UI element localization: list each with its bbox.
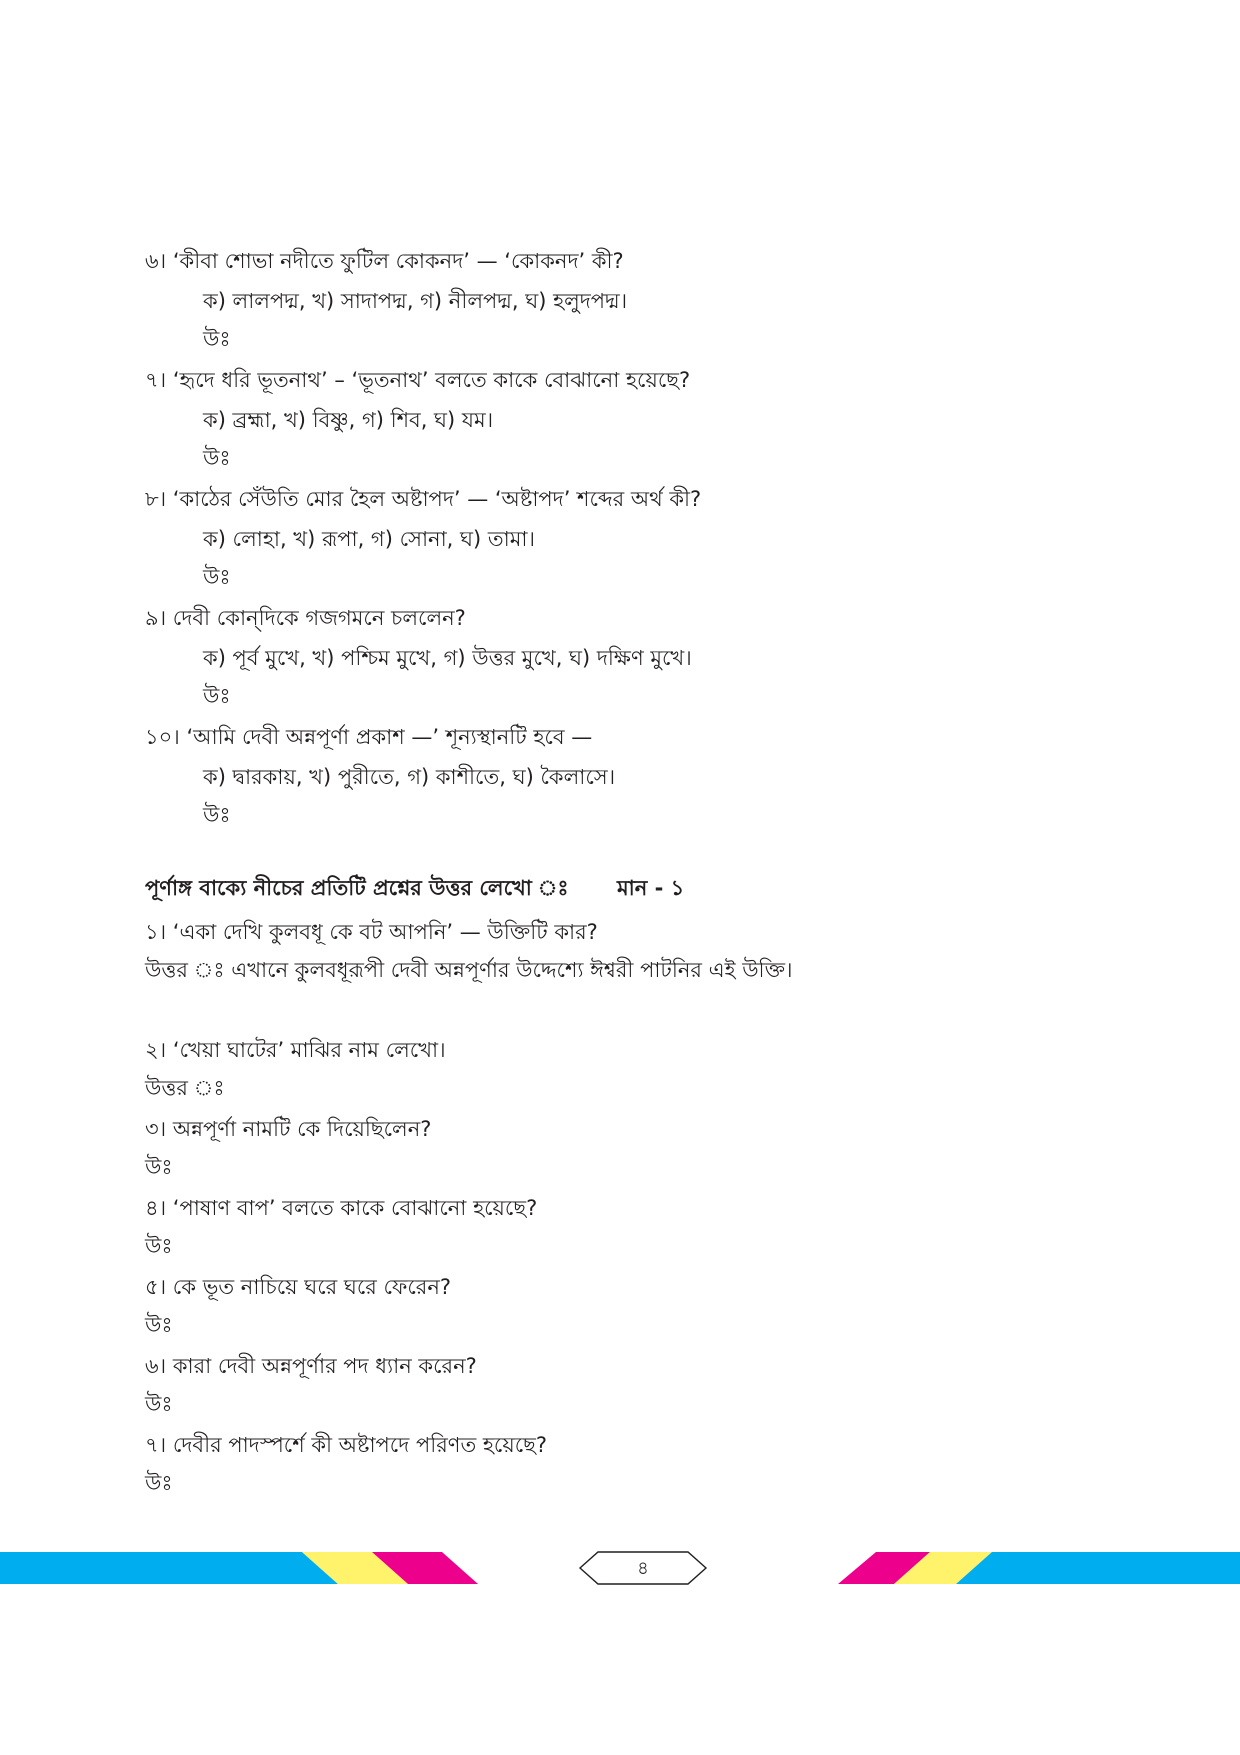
mcq-options: ক) লোহা, খ) রূপা, গ) সোনা, ঘ) তামা।: [203, 527, 535, 551]
mcq-options: ক) ব্রহ্মা, খ) বিষ্ণু, গ) শিব, ঘ) যম।: [203, 408, 494, 432]
short-answer: উঃ: [145, 1234, 173, 1258]
short-question: ৬। কারা দেবী অন্নপূর্ণার পদ ধ্যান করেন?: [145, 1354, 477, 1378]
short-answer: উঃ: [145, 1313, 173, 1337]
short-question: ৩। অন্নপূর্ণা নামটি কে দিয়েছিলেন?: [145, 1117, 432, 1141]
footer-cyan-left: [0, 1552, 338, 1584]
short-question: ৭। দেবীর পাদস্পর্শে কী অষ্টাপদে পরিণত হয়েছে?: [145, 1433, 548, 1457]
section-marks: মান - ১: [617, 876, 685, 900]
mcq-answer: উঃ: [203, 446, 231, 470]
mcq-options: ক) পূর্ব মুখে, খ) পশ্চিম মুখে, গ) উত্তর মুখে, ঘ) দক্ষিণ মুখে।: [203, 646, 692, 670]
mcq-options: ক) লালপদ্ম, খ) সাদাপদ্ম, গ) নীলপদ্ম, ঘ) হলুদপদ্ম।: [203, 289, 628, 313]
mcq-answer: উঃ: [203, 803, 231, 827]
mcq-answer: উঃ: [203, 565, 231, 589]
mcq-answer: উঃ: [203, 684, 231, 708]
mcq-question: ৭। ‘হৃদে ধরি ভূতনাথ’ – ‘ভূতনাথ’ বলতে কাকে বোঝানো হয়েছে?: [145, 368, 691, 392]
footer-cyan-right: [956, 1552, 1240, 1584]
short-answer: উত্তর ঃ: [145, 1076, 225, 1100]
short-question: ৪। ‘পাষাণ বাপ’ বলতে কাকে বোঝানো হয়েছে?: [145, 1196, 538, 1220]
short-answer: উঃ: [145, 1392, 173, 1416]
mcq-question: ৮। ‘কাঠের সেঁউতি মোর হৈল অষ্টাপদ’ — ‘অষ্টাপদ’ শব্দের অর্থ কী?: [145, 487, 702, 511]
mcq-answer: উঃ: [203, 327, 231, 351]
mcq-options: ক) দ্বারকায়, খ) পুরীতে, গ) কাশীতে, ঘ) কৈলাসে।: [203, 765, 616, 789]
short-answer: উত্তর ঃ এখানে কুলবধূরূপী দেবী অন্নপূর্ণার উদ্দেশ্যে ঈশ্বরী পাটনির এই উক্তি।: [145, 958, 793, 982]
section-heading: পূর্ণাঙ্গ বাক্যে নীচের প্রতিটি প্রশ্নের উত্তর লেখো ঃ: [145, 876, 569, 900]
short-answer: উঃ: [145, 1155, 173, 1179]
mcq-question: ১০। ‘আমি দেবী অন্নপূর্ণা প্রকাশ —’ শূন্যস্থানটি হবে —: [145, 725, 593, 749]
short-question: ১। ‘একা দেখি কুলবধূ কে বট আপনি’ — উক্তিটি কার?: [145, 920, 598, 944]
short-answer: উঃ: [145, 1471, 173, 1495]
mcq-question: ৬। ‘কীবা শোভা নদীতে ফুটিল কোকনদ’ — ‘কোকনদ’ কী?: [145, 249, 624, 273]
page-number: ৪: [637, 1558, 649, 1579]
mcq-question: ৯। দেবী কোন্‌দিকে গজগমনে চললেন?: [145, 606, 466, 630]
short-question: ৫। কে ভূত নাচিয়ে ঘরে ঘরে ফেরেন?: [145, 1275, 452, 1299]
short-question: ২। ‘খেয়া ঘাটের’ মাঝির নাম লেখো।: [145, 1038, 446, 1062]
